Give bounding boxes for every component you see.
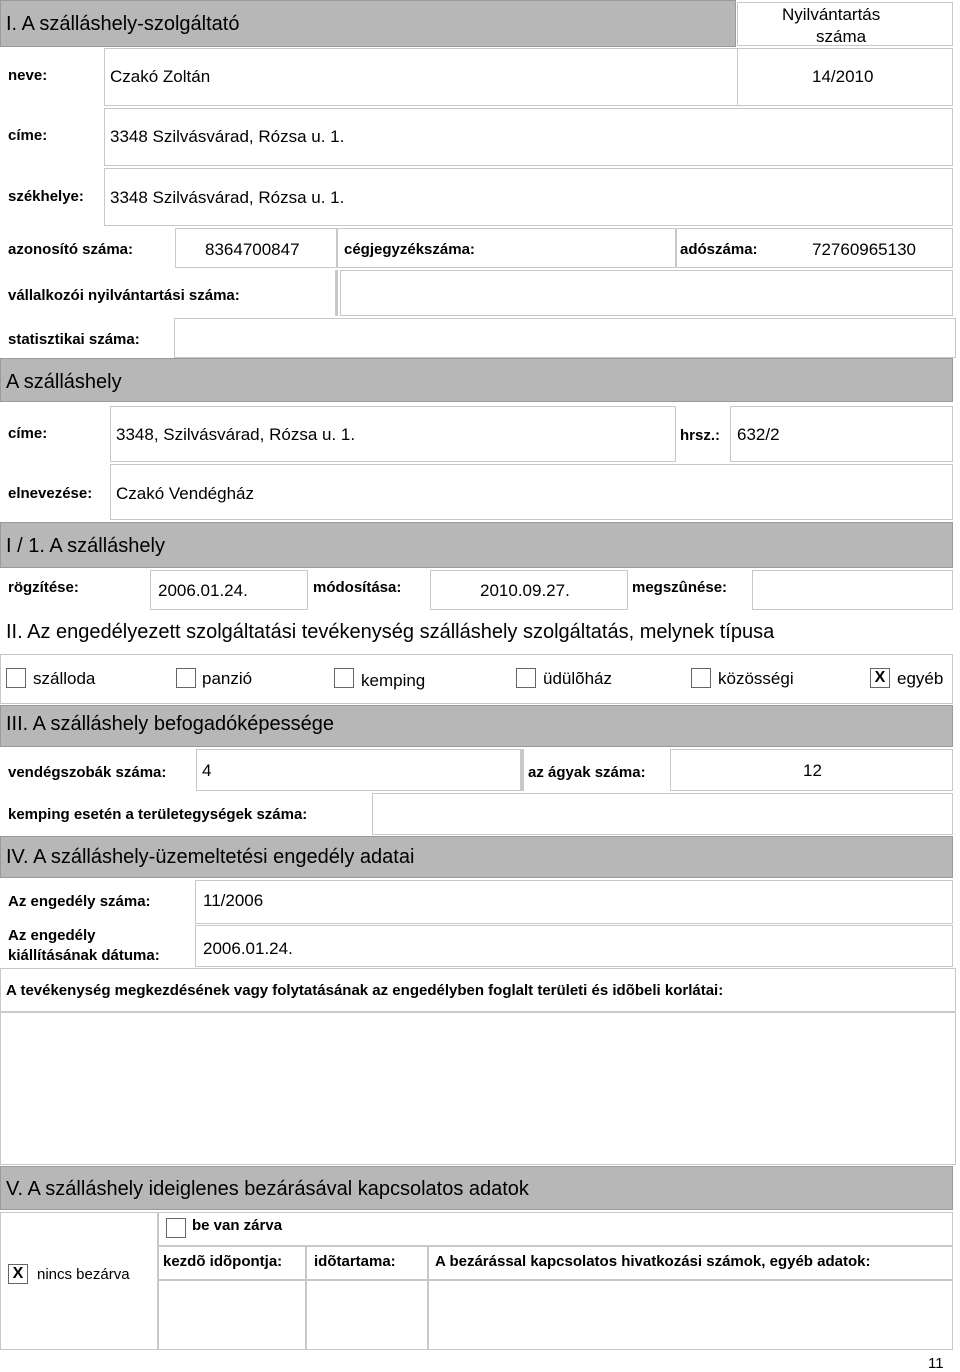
provider-id-label: azonosító száma:	[8, 241, 134, 258]
start-label: kezdõ idõpontja:	[163, 1253, 283, 1270]
not-closed-label: nincs bezárva	[37, 1266, 130, 1283]
accommodation-address: 3348, Szilvásvárad, Rózsa u. 1.	[116, 425, 356, 444]
duration-label: idõtartama:	[314, 1253, 396, 1270]
closed-label: be van zárva	[192, 1217, 283, 1234]
recorded-date: 2006.01.24.	[158, 581, 248, 600]
duration-field	[306, 1280, 428, 1350]
type-checkbox-kemping[interactable]	[334, 668, 354, 688]
camping-label: kemping esetén a területegységek száma:	[8, 806, 308, 823]
types-row	[0, 654, 953, 704]
type-checkbox-egyeb[interactable]: X	[870, 668, 890, 688]
type-label-egyeb: egyéb	[897, 669, 944, 688]
provider-seat-label: székhelye:	[8, 188, 84, 205]
closed-checkbox[interactable]	[166, 1218, 186, 1238]
accommodation-name-label: elnevezése:	[8, 485, 93, 502]
recorded-label: rögzítése:	[8, 579, 79, 596]
ended-field	[752, 570, 953, 610]
provider-title: I. A szálláshely-szolgáltató	[6, 13, 240, 35]
beds-divider	[521, 749, 524, 791]
type-checkbox-panzio[interactable]	[176, 668, 196, 688]
type-label-kemping: kemping	[361, 671, 426, 690]
provider-address: 3348 Szilvásvárad, Rózsa u. 1.	[110, 127, 345, 146]
refs-label: A bezárással kapcsolatos hivatkozási számok, egyéb adatok:	[435, 1253, 871, 1270]
start-field	[158, 1280, 306, 1350]
stat-field	[174, 318, 956, 358]
not-closed-checkbox[interactable]: X	[8, 1264, 28, 1284]
camping-field	[372, 793, 953, 835]
hrsz: 632/2	[737, 425, 780, 444]
restrictions-field	[0, 1012, 956, 1165]
permit-number-field	[195, 880, 953, 924]
provider-seat: 3348 Szilvásvárad, Rózsa u. 1.	[110, 188, 345, 207]
modified-date: 2010.09.27.	[480, 581, 570, 600]
beds-count: 12	[803, 761, 822, 780]
reg-number-label-1: Nyilvántartás	[782, 5, 881, 24]
permit-number-label: Az engedély száma:	[8, 893, 151, 910]
permit-date: 2006.01.24.	[203, 939, 293, 958]
type-checkbox-szalloda[interactable]	[6, 668, 26, 688]
accommodation-title: A szálláshely	[6, 371, 122, 393]
hrsz-label: hrsz.:	[680, 427, 721, 444]
page-number: 11	[928, 1355, 944, 1372]
refs-field	[428, 1280, 953, 1350]
rooms-count: 4	[202, 761, 212, 780]
entrepreneur-label: vállalkozói nyilvántartási száma:	[8, 287, 240, 304]
beds-label: az ágyak száma:	[528, 764, 646, 781]
provider-address-label: címe:	[8, 127, 48, 144]
stat-label: statisztikai száma:	[8, 331, 140, 348]
entrepreneur-field	[340, 270, 953, 316]
permit-number: 11/2006	[203, 891, 264, 910]
reg-number-label-2: száma	[816, 27, 867, 46]
accommodation-name: Czakó Vendégház	[116, 484, 254, 503]
entrepreneur-divider	[335, 270, 338, 316]
type-checkbox-kozossegi[interactable]	[691, 668, 711, 688]
permit-date-label-2: kiállításának dátuma:	[8, 947, 160, 964]
type-label-szalloda: szálloda	[33, 669, 96, 688]
ended-label: megszûnése:	[632, 579, 728, 596]
provider-name: Czakó Zoltán	[110, 67, 211, 86]
capacity-title: III. A szálláshely befogadóképessége	[6, 713, 335, 735]
tax-number: 72760965130	[812, 240, 917, 259]
rooms-field	[196, 749, 521, 791]
registration-title: I / 1. A szálláshely	[6, 535, 165, 557]
type-label-panzio: panzió	[202, 669, 253, 688]
reg-number: 14/2010	[812, 67, 874, 86]
accommodation-header	[0, 358, 953, 402]
permit-date-field	[195, 925, 953, 967]
permit-date-label-1: Az engedély	[8, 927, 96, 944]
permit-title: IV. A szálláshely-üzemeltetési engedély adatai	[6, 846, 415, 868]
type-label-kozossegi: közösségi	[718, 669, 794, 688]
modified-label: módosítása:	[313, 579, 402, 596]
tax-label: adószáma:	[680, 241, 758, 258]
types-title: II. Az engedélyezett szolgáltatási tevékenység szálláshely szolgáltatás, melynek típusa	[6, 621, 775, 643]
provider-name-label: neve:	[8, 67, 48, 84]
type-label-udulohaz: üdülõház	[543, 669, 613, 688]
restrictions-label: A tevékenység megkezdésének vagy folytatásának az engedélyben foglalt területi és idõbeli korlátai:	[6, 982, 724, 999]
provider-id: 8364700847	[205, 240, 300, 259]
company-reg-label: cégjegyzékszáma:	[344, 241, 475, 258]
type-checkbox-udulohaz[interactable]	[516, 668, 536, 688]
closure-title: V. A szálláshely ideiglenes bezárásával kapcsolatos adatok	[6, 1178, 529, 1200]
rooms-label: vendégszobák száma:	[8, 764, 167, 781]
accommodation-address-label: címe:	[8, 425, 48, 442]
